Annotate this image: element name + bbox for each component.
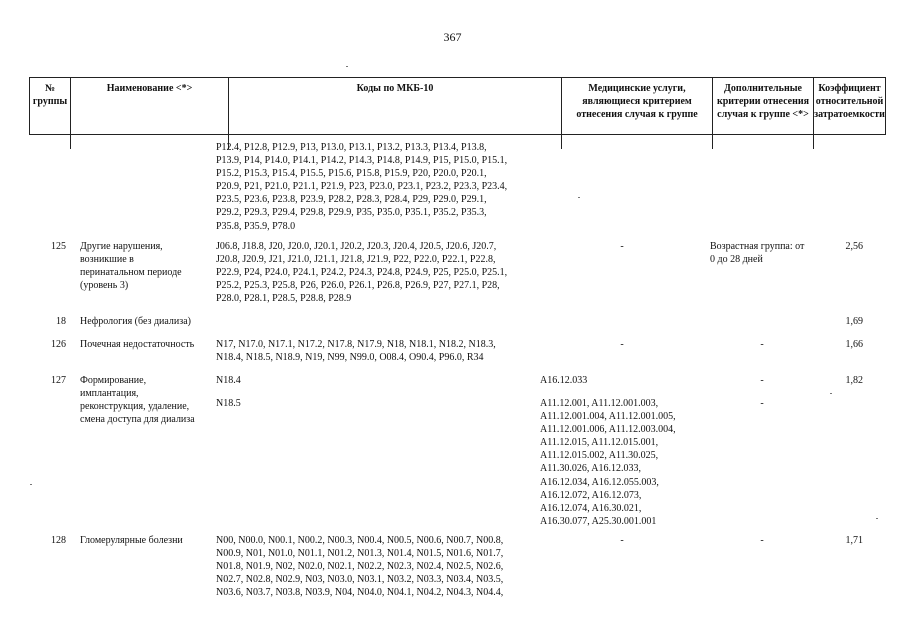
column-divider <box>561 135 562 149</box>
row-126-icd-codes: N17, N17.0, N17.1, N17.2, N17.8, N17.9, N18, N18.1, N18.2, N18.3, N18.4, N18.5, N18.9, N19, N99, N99.0, O08.4, O90.4, P96.0, R34 <box>216 339 496 364</box>
table-header <box>29 77 886 135</box>
row-125-number: 125 <box>51 241 66 252</box>
scan-speck <box>876 518 878 519</box>
row-126-services: - <box>620 339 624 350</box>
row-127-additional-criteria-b: - <box>760 398 764 409</box>
group-18-coefficient: 1,69 <box>845 316 863 327</box>
row-127-icd-codes-b: N18.5 <box>216 398 241 409</box>
column-divider <box>70 135 71 149</box>
column-divider <box>813 135 814 149</box>
page-number: 367 <box>443 30 462 44</box>
group-18-name: Нефрология (без диализа) <box>80 316 191 327</box>
row-127-services-a: A16.12.033 <box>540 375 588 386</box>
row-126-coefficient: 1,66 <box>845 339 863 350</box>
scan-speck <box>830 393 832 394</box>
row-128-services: - <box>620 535 624 546</box>
row-128-additional-criteria: - <box>760 535 764 546</box>
row-125-coefficient: 2,56 <box>845 241 863 252</box>
row-128-name: Гломерулярные болезни <box>80 535 183 546</box>
row-127-icd-codes-a: N18.4 <box>216 375 241 386</box>
row-125-additional-criteria: Возрастная группа: от 0 до 28 дней <box>710 241 805 266</box>
row-127-services-b: A11.12.001, A11.12.001.003, A11.12.001.004, A11.12.001.005, A11.12.001.006, A11.12.003.004, A11.12.015, A11.12.015.001, A11.12.015.002, A11.30.025, A11.30.026, A16.12.033, A16.12.034, A16.12.055.003, A16.12.072, A16.12.073, A16.12.074, A16.30.021, A16.30.077, A25.30.001.001 <box>540 398 676 527</box>
column-divider <box>712 135 713 149</box>
group-18-number: 18 <box>56 316 66 327</box>
row-125-icd-codes: J06.8, J18.8, J20, J20.0, J20.1, J20.2, J20.3, J20.4, J20.5, J20.6, J20.7, J20.8, J20.9, J21, J21.0, J21.1, J21.8, J21.9, P22, P22.0, P22.1, P22.8, P22.9, P24, P24.0, P24.1, P24.2, P24.3, P24.8, P24.9, P25, P25.0, P25.1, P25.2, P25.3, P25.8, P26, P26.0, P26.1, P26.8, P26.9, P27, P27.1, P28, P28.0, P28.1, P28.5, P28.8, P28.9 <box>216 241 508 305</box>
row-126-additional-criteria: - <box>760 339 764 350</box>
scan-speck <box>578 197 580 198</box>
row-127-coefficient: 1,82 <box>845 375 863 386</box>
header-medical-services: Медицинские услуги, являющиеся критерием отнесения случая к группе <box>562 78 713 134</box>
header-additional-criteria: Дополнительные критерии отнесения случая к группе <*> <box>713 78 814 134</box>
row-127-additional-criteria-a: - <box>760 375 764 386</box>
row-127-number: 127 <box>51 375 66 386</box>
header-name: Наименование <*> <box>71 78 229 134</box>
scan-speck <box>346 66 348 67</box>
row-126-number: 126 <box>51 339 66 350</box>
row-125-services: - <box>620 241 624 252</box>
row-127-name: Формирование, имплантация, реконструкция, удаление, смена доступа для диализа <box>80 375 195 426</box>
header-group-number: № группы <box>30 78 71 134</box>
row-128-number: 128 <box>51 535 66 546</box>
header-coefficient: Коэффициент относительной затратоемкости <box>814 83 885 120</box>
row-128-icd-codes: N00, N00.0, N00.1, N00.2, N00.3, N00.4, N00.5, N00.6, N00.7, N00.8, N00.9, N01, N01.0, N01.1, N01.2, N01.3, N01.4, N01.5, N01.6, N01.7, N01.8, N01.9, N02, N02.0, N02.1, N02.2, N02.3, N02.4, N02.5, N02.6, N02.7, N02.8, N02.9, N03, N03.0, N03.1, N03.2, N03.3, N03.4, N03.5, N03.6, N03.7, N03.8, N03.9, N04, N04.0, N04.1, N04.2, N04.3, N04.4, <box>216 535 504 599</box>
row-125-name: Другие нарушения, возникшие в перинатальном периоде (уровень 3) <box>80 241 182 292</box>
scan-speck <box>30 484 32 485</box>
header-icd-codes: Коды по МКБ-10 <box>229 78 562 134</box>
row-continuation-icd-codes: P12.4, P12.8, P12.9, P13, P13.0, P13.1, P13.2, P13.3, P13.4, P13.8, P13.9, P14, P14.0, P14.1, P14.2, P14.3, P14.8, P14.9, P15, P15.0, P15.1, P15.2, P15.3, P15.4, P15.5, P15.6, P15.8, P15.9, P20, P20.0, P20.1, P20.9, P21, P21.0, P21.1, P21.9, P23, P23.0, P23.1, P23.2, P23.3, P23.4, P23.5, P23.6, P23.8, P23.9, P28.2, P28.3, P28.4, P29, P29.0, P29.1, P29.2, P29.3, P29.4, P29.8, P29.9, P35, P35.0, P35.1, P35.2, P35.3, P35.8, P35.9, P78.0 <box>216 142 508 232</box>
row-126-name: Почечная недостаточность <box>80 339 195 350</box>
row-128-coefficient: 1,71 <box>845 535 863 546</box>
